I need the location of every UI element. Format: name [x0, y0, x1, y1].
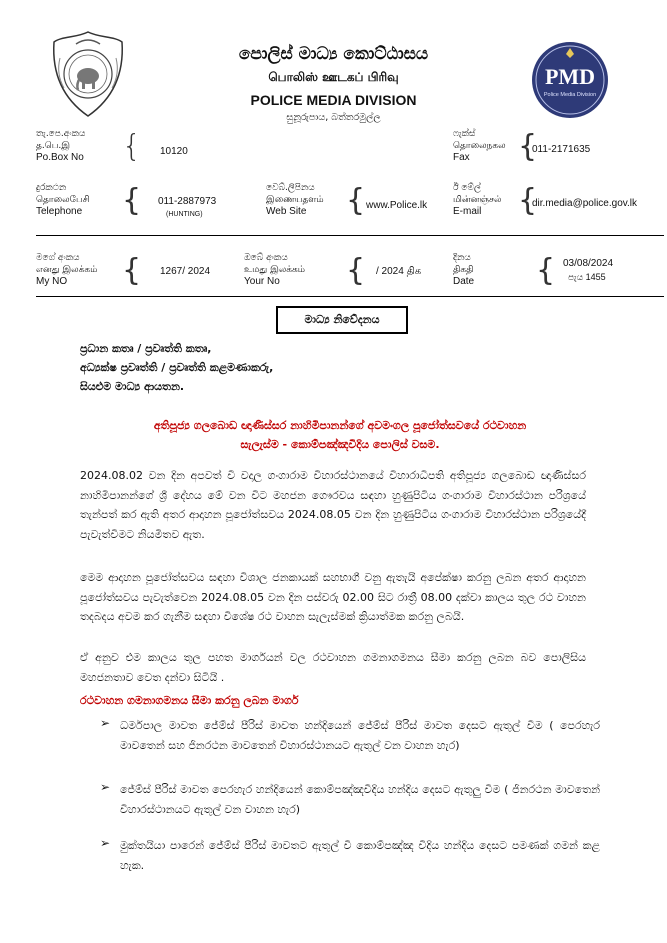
fax-label-ta: தொலைநகல [453, 141, 506, 151]
pobox-value: 10120 [160, 146, 188, 157]
date-time: පැය 1455 [568, 272, 606, 282]
fax-label-si: ෆැක්ස් [453, 129, 476, 139]
yourno-value: / 2024 திக [376, 266, 422, 277]
header-title-tamil: பொலிஸ் ஊடகப் பிரிவு [268, 70, 399, 84]
brace-icon: { [518, 183, 538, 218]
brace-icon: { [122, 129, 142, 164]
pobox-label-en: Po.Box No [36, 152, 84, 163]
pobox-label-group [36, 128, 85, 164]
myno-value: 1267/ 2024 [160, 266, 211, 277]
body-paragraph: 2024.08.02 වන දින අපවත් වී වදාල ගංගාරාම විහාරස්ථානයේ විහාරාධිපති අතිපූජ්‍ය ගලබොඩ ඥාණිස්සර නාහිමිපානන්ගේ ශ්‍රී දේහය මේ වන විට මහජන ගෞරවය සඳහා හුණුපිටිය ගංගාරාම විහාරස්ථාන පරිශ්‍රයේ තැන්පත් කර ඇති අතර ආදාහන පූජෝත්සවය 2024.08.05 වන දින හුණුපිටිය ගංගාරාම විහාරස්ථාන පරිශ්‍රයේදී පැවැත්වීමට නියමිතව ඇත. [80, 469, 586, 541]
myno-label-si: මගේ අංකය [36, 253, 80, 263]
email-value: dir.media@police.gov.lk [532, 198, 638, 209]
email-label-en: E-mail [453, 206, 482, 217]
notice-heading-line: සැලැස්ම - කොම්පඤ්ඤවීදිය පොලිස් වසම. [240, 438, 440, 451]
fax-label-group [453, 128, 506, 164]
routes-subheading: රථවාහන ගමනාගමනය සීමා කරනු ලබන මාර්ග [80, 694, 299, 707]
phone-value: 011-2887973 [158, 196, 217, 207]
email-label-si: ඊ මේල් [453, 183, 481, 193]
web-label-si: වෙබ්.ලිපිනය [266, 183, 315, 193]
yourno-label-ta: உமது இலக்கம் [244, 265, 306, 275]
route-item: ධර්මපාල මාවත ජේම්ස් පීරිස් මාවත හන්දියෙන් ජේම්ස් පීරිස් මාවත දෙසට ඇතුල් වීම ( පෙරහැර මාවතෙන් සහ ජිනරථන මාවතෙන් විහාරස්ථානයට ඇතුල් වන වාහන හැර) [120, 719, 600, 752]
date-label-ta: திகதி [453, 265, 474, 275]
brace-icon: { [518, 129, 538, 164]
brace-icon: { [536, 253, 556, 288]
pobox-label-ta: த.பெ.இ [36, 141, 71, 151]
pmd-logo-subtitle: Police Media Division [543, 92, 597, 98]
web-label-group [266, 182, 324, 218]
arrow-bullet-icon: ➢ [100, 716, 111, 730]
email-label-ta: மின்னஞ்சல் [453, 195, 502, 205]
date-label-group [453, 252, 474, 288]
phone-note: (HUNTING) [166, 211, 203, 218]
body-paragraph: මෙම ආදාහන පූජෝත්සවය සඳහා විශාල ජනකායක් සහභාගී වනු ඇතැයි අපේක්ෂා කරනු ලබන අතර ආදාහන පූජෝත්සවය පැවැත්වෙන 2024.08.05 වන දින පස්වරු 02.00 සිට රාත්‍රී 08.00 දක්වා කාලය තුල රථ වාහන තදබදය අවම කර ගැනීම සඳහා විශේෂ රථ වාහන සැලැස්මක් ක්‍රියාත්මක කරනු ලබයි. [80, 571, 586, 623]
route-item: ජේම්ස් පීරිස් මාවත පෙරහැර හන්දියෙන් කොම්පඤ්ඤවීදිය හන්දිය දෙසට ඇතුලු වීම ( ජිනරථන මාවතෙන් විහාරස්ථානයට ඇතුල් වන වාහන හැර) [120, 783, 600, 816]
yourno-label-group [244, 252, 305, 288]
recipient-line: ප්‍රධාන කතෘ / ප්‍රවෘත්ති කතෘ, [80, 342, 212, 355]
yourno-label-si: ඔබේ අංකය [244, 253, 288, 263]
fax-value: 011-2171635 [532, 144, 591, 155]
date-label-en: Date [453, 276, 475, 287]
phone-label-ta: தொலைபேசி [36, 195, 90, 205]
header-title-english: POLICE MEDIA DIVISION [250, 92, 417, 108]
myno-label-ta: எனது இலக்கம் [36, 265, 98, 275]
notice-title-box: මාධ්‍ය නිවේදනය [276, 306, 408, 334]
pobox-label-si: තැ.පෙ.අංකය [36, 129, 86, 139]
pmd-logo-text: PMD [544, 64, 596, 89]
header-address: සුනූරුපාය, බත්තරමුල්ල [286, 112, 381, 123]
web-label-ta: இணையதளம் [266, 195, 324, 205]
fax-label-en: Fax [453, 152, 470, 163]
info-divider [36, 296, 664, 297]
header-divider [36, 235, 664, 236]
web-label-en: Web Site [266, 206, 307, 217]
brace-icon: { [346, 183, 366, 218]
brace-icon: { [122, 253, 142, 288]
web-value: www.Police.lk [366, 200, 428, 211]
arrow-bullet-icon: ➢ [100, 780, 111, 794]
recipient-line: අධ්‍යක්ෂ ප්‍රවෘත්ති / ප්‍රවෘත්ති කළමණාකරු, [80, 361, 274, 374]
myno-label-group [36, 252, 97, 288]
body-paragraph: ඒ අනුව එම කාලය තුල පහත මාර්ගයන් වල රථවාහන ගමනාගමනය සීමා කරනු ලබන බව පොලිසිය මහජනතාව වෙත දන්වා සිටියි . [80, 651, 586, 684]
arrow-bullet-icon: ➢ [100, 836, 111, 850]
brace-icon: { [122, 183, 142, 218]
yourno-label-en: Your No [244, 276, 280, 287]
myno-label-en: My NO [36, 276, 68, 287]
date-label-si: දිනය [453, 253, 471, 263]
date-value: 03/08/2024 [563, 258, 614, 269]
phone-label-si: දුරකථන [36, 183, 67, 193]
phone-label-group [36, 182, 90, 218]
recipient-line: සියළුම මාධ්‍ය ආයතන. [80, 380, 185, 393]
route-item: මුක්තයියා පාරෙන් ජේම්ස් පීරිස් මාවතට ඇතුල් වී කොම්පඤ්ඤ විදිය හන්දිය දෙසට පමණක් ගමන් කළ හැක. [120, 839, 600, 872]
email-label-group [453, 182, 501, 218]
brace-icon: { [346, 253, 366, 288]
header-title-sinhala: පොලිස් මාධ්‍ය කොට්ඨාසය [238, 44, 429, 64]
phone-label-en: Telephone [36, 206, 83, 217]
notice-heading-line: අතිපූජ්‍ය ගලබොඩ ඥාණිස්සර නාහිමිපානන්ගේ අවමංගල පූජෝත්සවයේ රථවාහන [153, 419, 527, 432]
